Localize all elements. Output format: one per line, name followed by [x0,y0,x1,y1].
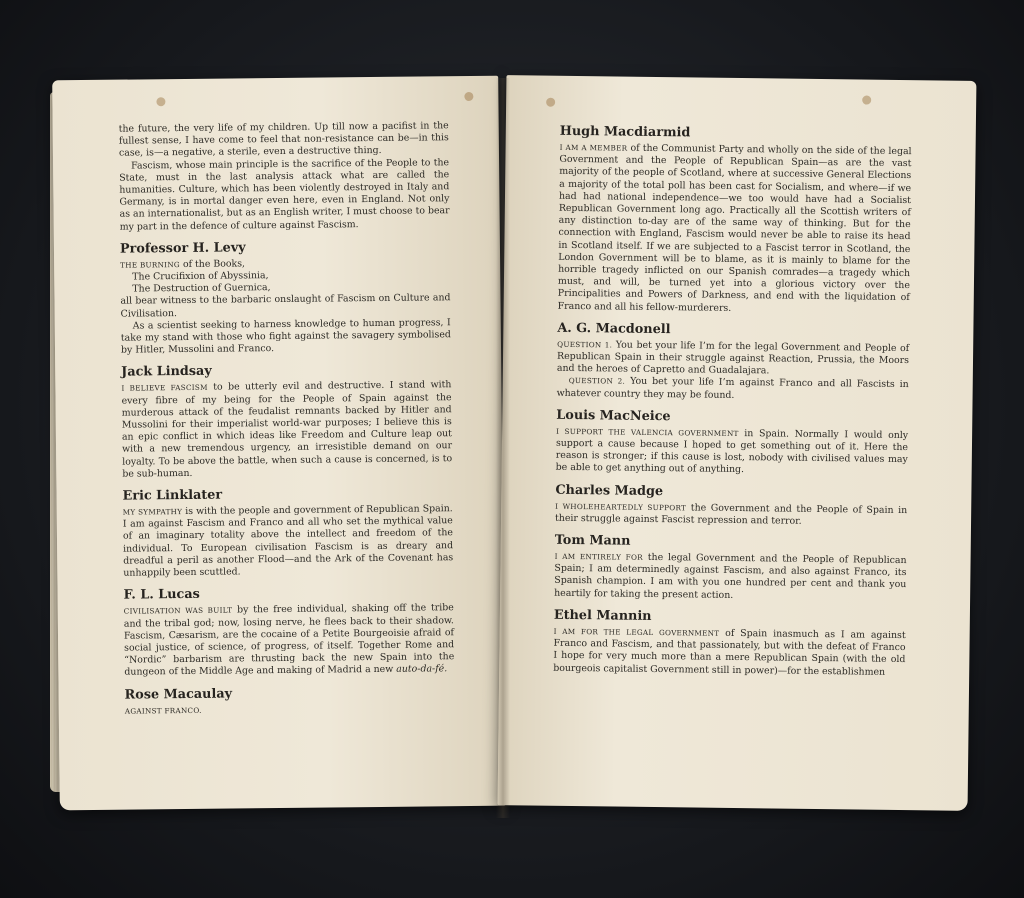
statement-line: The Destruction of Guernica, [132,282,271,295]
statement-text: by the free individual, shaking off the tribe and the tribal god; now, losing nerve, he flees back to their shadow. Fascism, Cæsarism, are the cocaine of a Petite Bourgeoisie afraid of social justice, of science, of progress, of itself. Together Rome and “Nordic” barbarism are thrusting back the new Spain into the dungeon of the Middle Age and making of Madrid a new [123,602,455,678]
macdonell-q2 [557,375,909,404]
foxing-spot [546,98,555,107]
lead-smallcaps: I AM A MEMBER [559,142,628,153]
statement-text: all bear witness to the barbaric onslaught of Fascism on Culture and Civilisation. [120,292,451,320]
lindsay-statement [121,380,452,481]
lead-smallcaps: I AM FOR THE LEGAL GOVERNMENT [553,626,720,638]
statement-text: You bet your life I’m against Franco and all Fascists in whatever country they may be found. [556,376,909,401]
statement-text: of the Communist Party and wholly on the side of the legal Government and the People of Republican Spain—as are the vast majority of the people of Scotland, where at successive General Elections a majority of the total poll has been cast for Socialism, and where—if we had had national independence—we too would have had a Socialist Republican Government long ago. Practically all the Scottish writers of any distinction to-day are of the same way of thinking. But for the connection with England, Fascism would never be able to raise its head in Scotland itself. If we are subjected to a Fascist terror in Scotland, the London Government will be to blame, as it is mainly to blame for the horrible tragedy inflicted on our Spanish comrades—a tragedy which must, and will, be turned yet into a glorious victory over the Principalities and Powers of Darkness, and end with the liquidation of Franco and all his fellow-murderers. [557,142,912,314]
statement-text: of Spain inasmuch as I am against Franco and Fascism, and that passionately, but with the defeat of Franco I hope for very much more than a mere Republican Spain (with the old bourgeois capitalist Government still in power)—for the establishmen [553,627,906,678]
macaulay-statement [125,702,455,718]
contributor-name-lucas: F. L. Lucas [123,587,200,603]
mannin-statement [553,626,906,679]
contributor-name-macdonell: A. G. Macdonell [557,320,671,338]
macneice-statement [556,426,909,479]
lead-smallcaps: CIVILISATION WAS BUILT [123,605,233,616]
lead-smallcaps: I SUPPORT THE VALENCIA GOVERNMENT [556,426,739,438]
book-gutter-shadow [496,78,510,818]
lead-smallcaps: AGAINST FRANCO. [124,705,202,716]
madge-statement [555,500,907,529]
statement-text: in Spain. Normally I would only support a cause because I hoped to get something out of it. Here the reason is stronger; if this cause is lost, nobody with civilised values may be able to get anything out of anything. [555,427,909,476]
lead-smallcaps: QUESTION 1. [557,339,613,350]
contributor-name-levy: Professor H. Levy [119,240,246,257]
right-column [553,120,912,679]
contributor-name-madge: Charles Madge [555,482,664,499]
lead-smallcaps: I WHOLEHEARTEDLY SUPPORT [555,501,687,513]
statement-text: is with the people and government of Republican Spain. I am against Fascism and Franco and all who set the mythical value of an imaginary totality above the intellect and freedom of the individual. To European civilisation Fascism is as dreary and dreadful a peril as another Flood—and the Ark of the Covenant has unhappily been scuttled. [122,503,454,579]
contributor-name-linklater: Eric Linklater [122,487,223,504]
statement-text: to be utterly evil and destructive. I stand with every fibre of my being for the People of Spain against the murderous attack of the feudalist remnants backed by Hitler and Mussolini for their imperialist world-war purposes; I believe this is an epic conflict in which ideas like Freedom and Culture leap out with a new tremendous urgency, an irresistible demand on our loyalty. To be above the battle, when such a cause is concerned, is to be sub-human. [121,379,453,480]
statement-text: of the Books, [179,258,246,270]
statement-text: the legal Government and the People of Republican Spain; I am determinedly against Fascism, and also against Franco, its Spanish champion. I am with you one hundred per cent and thank you heartily for taking the present action. [554,551,907,601]
macdiarmid-statement [558,142,912,317]
statement-text: the Government and the People of Spain in their struggle against Fascist repression and terror. [555,502,908,527]
contributor-name-macneice: Louis MacNeice [556,407,671,425]
lucas-statement [124,602,455,679]
linklater-statement [123,503,454,580]
statement-italic: auto-da-fé. [396,663,448,676]
levy-statement [120,256,450,296]
contributor-name-macdiarmid: Hugh Macdiarmid [559,123,691,141]
intro-paragraph: Fascism, whose main principle is the sacrifice of the People to the State, must in the last analysis attack what are called the humanities. Culture, which has been violently destroyed in Italy and Germany, is in mortal danger even here, even in England. Not only as an internationalist, but as an English writer, I must choose to bear my part in the defence of culture against Fascism. [119,156,450,233]
statement-text: You bet your life I’m for the legal Government and People of Republican Spain in their struggle against Reaction, Prussia, the Moors and the heroes of Capretto and Guadalajara. [556,339,910,377]
contributor-name-mann: Tom Mann [554,532,631,549]
foxing-spot [464,92,473,101]
contributor-name-mannin: Ethel Mannin [553,607,652,624]
lead-smallcaps: THE BURNING [120,259,180,270]
statement-line: The Crucifixion of Abyssinia, [132,270,269,283]
lead-smallcaps: I AM ENTIRELY FOR [554,551,643,562]
right-page [498,75,977,811]
lead-smallcaps: MY SYMPATHY [122,507,183,517]
foxing-spot [862,96,871,105]
lead-smallcaps: QUESTION 2. [568,376,626,387]
foxing-spot [156,97,165,106]
mann-statement [554,551,907,604]
intro-paragraph: the future, the very life of my children. Up till now a pacifist in the fullest sense, I have come to feel that non-resistance can be—in this case, is—a negative, a sterile, even a destructive thing. [118,120,449,160]
contributor-name-macaulay: Rose Macaulay [124,686,233,703]
macdonell-q1 [557,339,909,380]
left-page [52,76,506,811]
contributor-name-lindsay: Jack Lindsay [121,364,212,381]
statement-text: As a scientist seeking to harness knowledge to human progress, I take my stand with those who fight against the savagery symbolised by Hitler, Mussolini and Franco. [120,317,451,356]
left-column [119,120,455,717]
lead-smallcaps: I BELIEVE FASCISM [121,383,208,394]
